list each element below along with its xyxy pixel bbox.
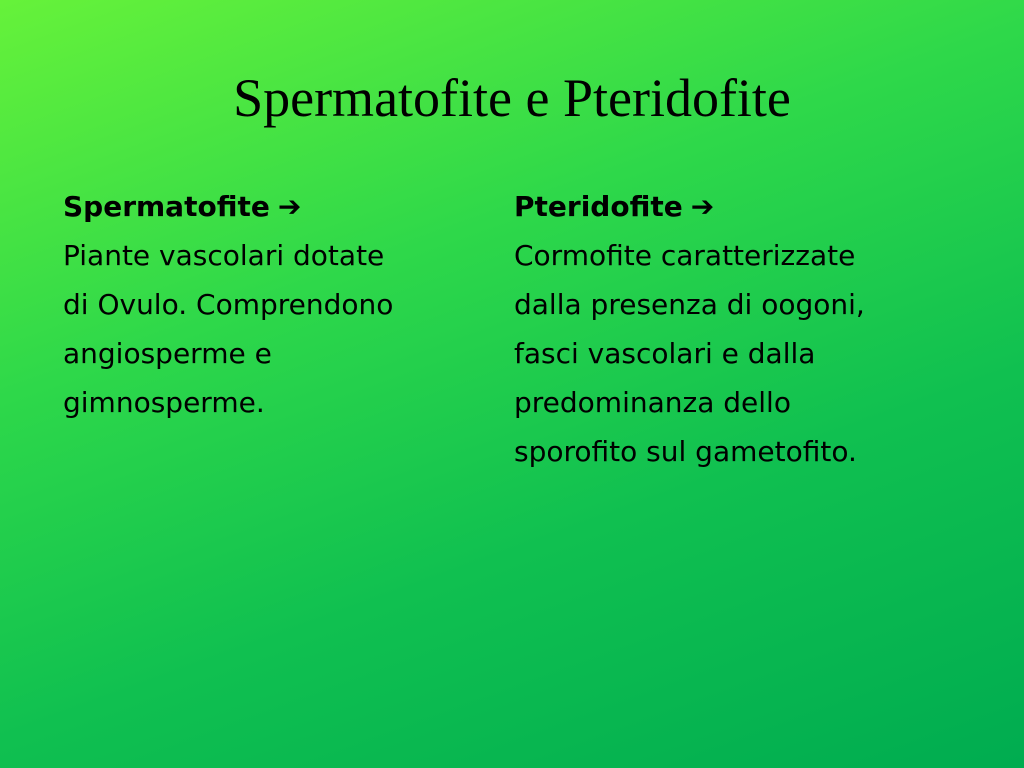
spermatofite-text-line-3: angiosperme e	[63, 337, 272, 370]
pteridofite-heading: Pteridofite	[514, 190, 683, 223]
pteridofite-heading-row	[514, 182, 954, 231]
pteridofite-text-line-4: predominanza dello	[514, 386, 791, 419]
arrow-right-icon: ➔	[277, 190, 302, 223]
spermatofite-heading-row	[63, 182, 483, 231]
spermatofite-column	[63, 182, 483, 427]
pteridofite-text-line-5: sporofito sul gametofito.	[514, 435, 857, 468]
spermatofite-text-line-1: Piante vascolari dotate	[63, 239, 385, 272]
pteridofite-text-line-1: Cormofite caratterizzate	[514, 239, 856, 272]
arrow-right-icon: ➔	[690, 190, 715, 223]
slide-title: Spermatofite e Pteridofite	[233, 68, 791, 128]
spermatofite-heading: Spermatofite	[63, 190, 270, 223]
pteridofite-column	[514, 182, 954, 476]
pteridofite-text-line-2: dalla presenza di oogoni,	[514, 288, 865, 321]
pteridofite-text-line-3: fasci vascolari e dalla	[514, 337, 816, 370]
spermatofite-text-line-2: di Ovulo. Comprendono	[63, 288, 394, 321]
spermatofite-text-line-4: gimnosperme.	[63, 386, 265, 419]
